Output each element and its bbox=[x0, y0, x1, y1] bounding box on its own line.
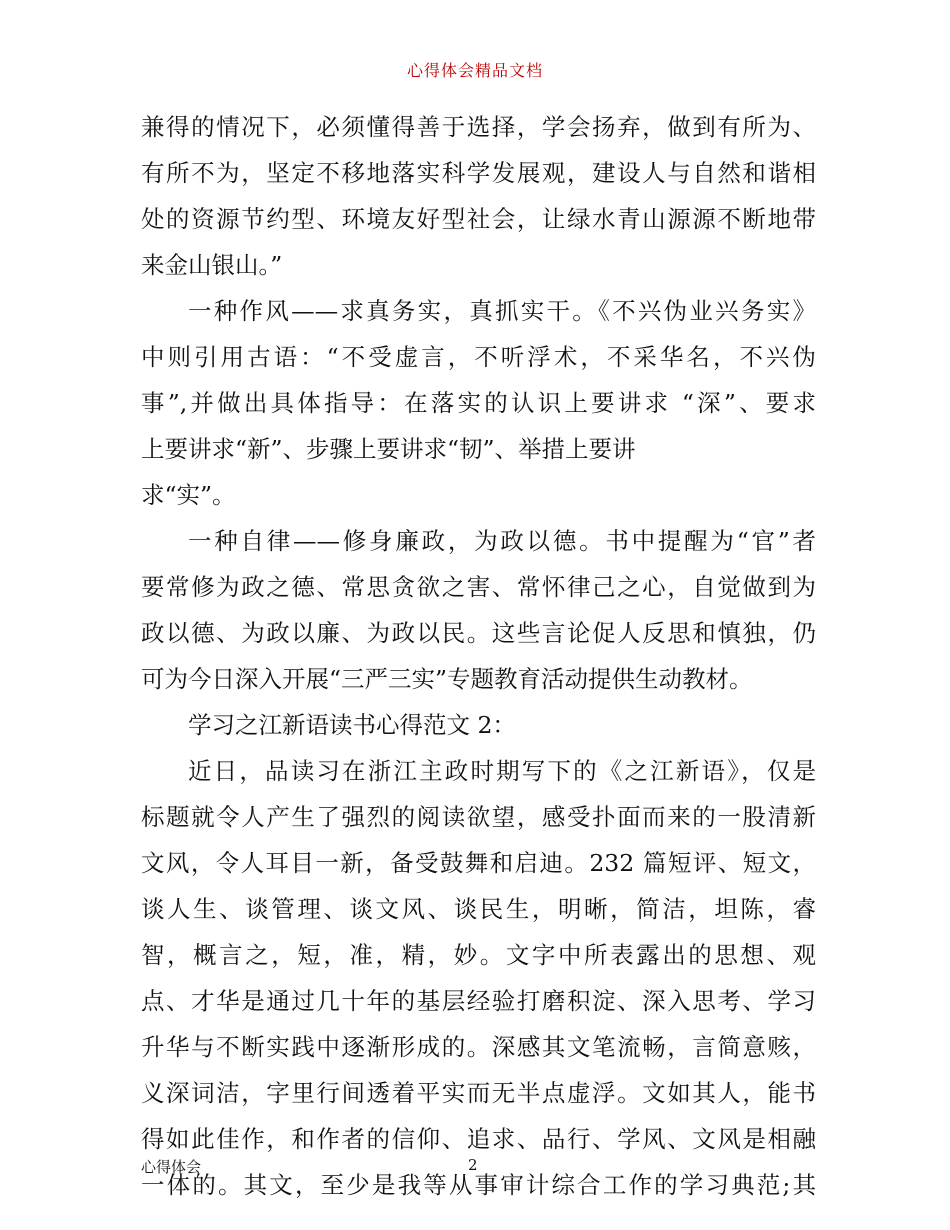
text-line: 要常修为政之德、常思贪欲之害、常怀律己之心，自觉做到为 bbox=[141, 573, 816, 601]
text-line: 智，概言之，短，准，精，妙。文字中所表露出的思想、观 bbox=[141, 941, 816, 969]
text-line: 事”,并做出具体指导：在落实的认识上要讲求 “深”、要求 bbox=[141, 389, 816, 417]
footer-label: 心得体会 bbox=[141, 1158, 202, 1176]
paragraph-start-line: 一种作风——求真务实，真抓实干。《不兴伪业兴务实》 bbox=[188, 297, 816, 325]
document-body bbox=[141, 104, 816, 1208]
text-line: 一体的。其文，至少是我等从事审计综合工作的学习典范;其 bbox=[141, 1171, 816, 1199]
text-line: 求“实”。 bbox=[141, 481, 236, 509]
text-line: 政以德、为政以廉、为政以民。这些言论促人反思和慎独，仍 bbox=[141, 619, 816, 647]
text-line: 有所不为，坚定不移地落实科学发展观，建设人与自然和谐相 bbox=[141, 159, 816, 187]
text-line: 上要讲求“新”、步骤上要讲求“韧”、举措上要讲 bbox=[141, 435, 636, 463]
paragraph-start-line: 近日，品读习在浙江主政时期写下的《之江新语》，仅是 bbox=[188, 757, 816, 785]
text-line: 标题就令人产生了强烈的阅读欲望，感受扑面而来的一股清新 bbox=[141, 803, 816, 831]
page-number: 2 bbox=[468, 1156, 478, 1174]
text-line: 文风，令人耳目一新，备受鼓舞和启迪。232 篇短评、短文， bbox=[141, 849, 816, 877]
text-line: 兼得的情况下，必须懂得善于选择，学会扬弃，做到有所为、 bbox=[141, 113, 816, 141]
paragraph-start-line: 一种自律——修身廉政，为政以德。书中提醒为“官”者 bbox=[188, 527, 816, 555]
text-line: 得如此佳作，和作者的信仰、追求、品行、学风、文风是相融 bbox=[141, 1125, 816, 1153]
text-line: 处的资源节约型、环境友好型社会，让绿水青山源源不断地带 bbox=[141, 205, 816, 233]
section-heading-line: 学习之江新语读书心得范文 2： bbox=[188, 711, 516, 739]
text-line: 可为今日深入开展“三严三实”专题教育活动提供生动教材。 bbox=[141, 665, 753, 693]
text-line: 点、才华是通过几十年的基层经验打磨积淀、深入思考、学习 bbox=[141, 987, 816, 1015]
text-line: 来金山银山。” bbox=[141, 251, 283, 279]
document-header-title: 心得体会精品文档 bbox=[406, 61, 543, 80]
text-line: 义深词洁，字里行间透着平实而无半点虚浮。文如其人，能书 bbox=[141, 1079, 816, 1107]
text-line: 谈人生、谈管理、谈文风、谈民生，明晰，简洁，坦陈，睿 bbox=[141, 895, 816, 923]
text-line: 升华与不断实践中逐渐形成的。深感其文笔流畅，言简意赅， bbox=[141, 1033, 816, 1061]
text-line: 中则引用古语：“不受虚言，不听浮术，不采华名，不兴伪 bbox=[141, 343, 816, 371]
